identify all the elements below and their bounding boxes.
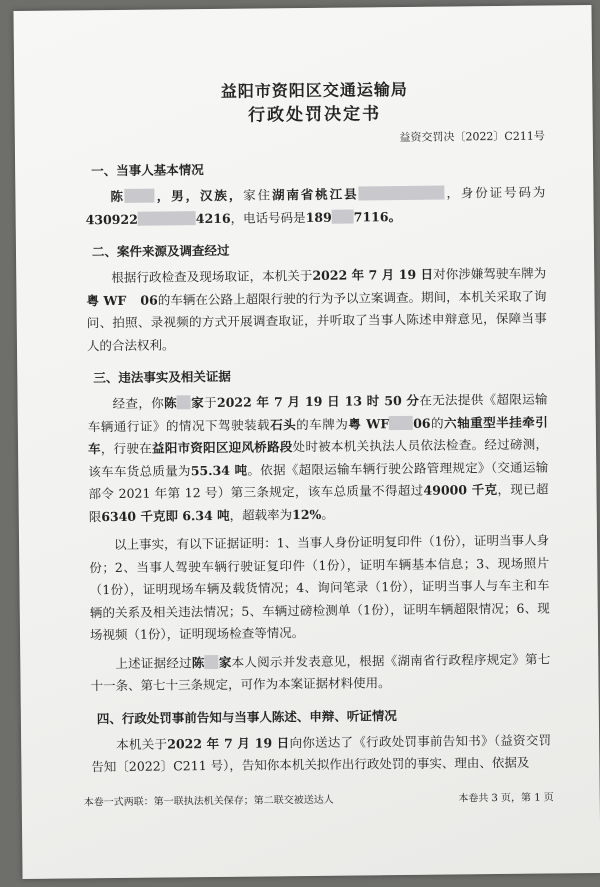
overload-rate: 12% [292, 506, 322, 522]
cargo: 石头 [270, 416, 297, 432]
section-1-paragraph [85, 181, 545, 231]
text-fragment: 的 [430, 415, 445, 431]
section-3-paragraph-2: 以上事实，有以下证据证明：1、当事人身份证明复印件（1份），证明当事人身份；2、当事人驾驶车辆行驶证复印件（1份），证明车辆基本信息；3、现场照片（1份），证明现场车辆及载货情况；4、询问笔录（1份），证明当事人与车主和车辆的关系及相关违法情况；5、车辆过磅检测单（1份），证明车辆超限情况；6、现场视频（1份），证明现场检查等情况。 [89, 532, 550, 643]
text-fragment: 的车牌为 [296, 416, 349, 432]
agency-name: 益阳市资阳区交通运输局 [220, 79, 408, 101]
redaction-block [358, 186, 444, 201]
plate-end: 06 [140, 292, 158, 308]
document-body [84, 77, 551, 778]
phone-number-end: 7116。 [353, 208, 402, 224]
redaction-gap [126, 292, 140, 306]
section-4-paragraph [91, 729, 551, 779]
footer-distribution-note: 本卷一式两联：第一联执法机关保存；第二联交被送达人 [83, 794, 334, 809]
text-fragment: 于 [204, 394, 218, 411]
limit-mass: 49000 千克 [423, 482, 498, 498]
section-3-paragraph-1 [87, 388, 548, 528]
text-fragment: 处时被本机关执法人员依法检查。经过磅测，该车车货总质量为 [88, 436, 549, 479]
party-name-suffix: 家 [218, 654, 232, 670]
party-name-prefix: 陈 [191, 654, 205, 670]
section-1-heading: 一、当事人基本情况 [91, 162, 204, 179]
redaction-block [138, 211, 196, 226]
document-title: 行政处罚决定书 [247, 104, 382, 126]
address-label: 家住 [243, 187, 273, 203]
text-fragment: ，超载率为 [229, 506, 293, 523]
vehicle-type: 六轴重型半挂牵引车 [87, 413, 548, 457]
text-fragment: 根据行政检查及现场取证，本机关于 [111, 267, 313, 286]
plate-start: 粤 WF [86, 292, 127, 308]
plate-start: 粤 WF [348, 415, 390, 432]
party-address: 湖南省桃江县 [271, 186, 359, 203]
redaction-block [332, 209, 354, 223]
text-fragment: ，行驶在 [100, 440, 153, 457]
incident-location: 益阳市资阳区迎风桥路段 [151, 439, 293, 456]
text-fragment: 。依据《超限运输车辆行驶公路管理规定》（交通运输部令 2021 年第 12 号）第三条规定，该车总质量不得超过 [88, 458, 549, 502]
footer-page-number: 本卷共 3 页，第 1 页 [458, 792, 554, 805]
section-3-heading: 三、违法事实及相关证据 [93, 368, 231, 386]
id-number-start: 430922 [85, 211, 138, 227]
text-fragment: 对你涉嫌驾驶车牌为 [433, 265, 547, 282]
notice-date: 2022 年 7 月 19 日 [167, 734, 290, 751]
text-fragment: 向你送达了《行政处罚事前告知书》（益资交罚告知〔2022〕C211 号），告知你本机关拟作出行政处罚的事实、理由、依据及 [91, 731, 552, 775]
text-fragment: 在无法提供《超限运输车辆通行证》的情况下驾驶装载 [87, 391, 548, 434]
id-label: ，身份证号码为 [444, 184, 546, 201]
text-fragment: 上述证据经过 [115, 654, 192, 671]
text-fragment: ，现已超限 [88, 481, 549, 524]
party-name-prefix: 陈 [110, 188, 125, 205]
text-fragment: 本机关于 [116, 735, 168, 752]
phone-number-start: 189 [305, 209, 332, 225]
plate-end: 06 [413, 415, 431, 431]
party-gender-ethnicity: ，男，汉族， [154, 187, 244, 204]
section-3-paragraph-3 [90, 648, 550, 698]
over-mass: 6340 千克即 6.34 吨 [101, 507, 230, 524]
redaction-block [177, 395, 191, 409]
party-name-prefix: 陈 [163, 395, 177, 411]
document-number: 益资交罚决〔2022〕C211号 [399, 129, 545, 145]
case-date: 2022 年 7 月 19 日 [312, 266, 434, 283]
text-fragment: 的车辆在公路上超限行驶的行为予以立案调查。期间，本机关采取了询问、拍照、录视频的方式开展调查取证，并听取了当事人陈述申辩意见，保障当事人的合法权利。 [86, 287, 547, 353]
party-name-suffix: 家 [190, 395, 205, 411]
redaction-block [205, 654, 219, 668]
incident-datetime: 2022 年 7 月 19 日 13 时 50 分 [216, 392, 420, 410]
text-fragment: 经查，你 [112, 395, 165, 412]
total-mass: 55.34 吨 [190, 462, 248, 478]
page-footer [84, 788, 554, 808]
text-fragment: 。 [321, 506, 334, 522]
phone-label: ，电话号码是 [230, 209, 306, 226]
section-4-heading: 四、行政处罚事前告知与当事人陈述、申辩、听证情况 [96, 707, 397, 726]
redaction-block [389, 415, 413, 429]
redaction-block [125, 189, 155, 203]
section-2-heading: 二、案件来源及调查经过 [91, 242, 230, 260]
id-number-end: 4216 [195, 210, 231, 226]
document-page [13, 5, 600, 879]
section-2-paragraph [86, 262, 547, 357]
text-fragment: 本人阅示并发表意见，根据《湖南省行政程序规定》第七十一条、第七十三条规定，可作为本案证据材料使用。 [90, 650, 551, 694]
